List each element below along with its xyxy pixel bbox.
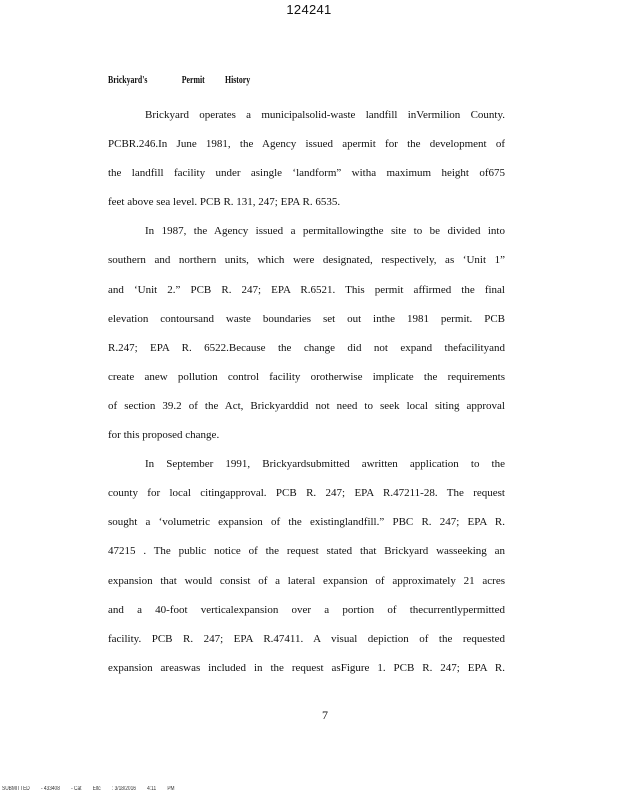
page-number: 7 — [322, 708, 328, 722]
text-line: R.247; EPA R. 6522.Because the change did not expand thefacilityand — [108, 341, 505, 354]
text-line: the landfill facility under asingle ‘landform” witha maximum height of675 — [108, 167, 505, 180]
text-line: and ‘Unit 2.” PCB R. 247; EPA R.6521. This permit affirmed the final — [108, 283, 505, 296]
text-line: PCBR.246.In June 1981, the Agency issued apermit for the development of — [108, 138, 505, 151]
footer-item: - 433408 — [40, 786, 60, 792]
text-line: sought a ‘volumetric expansion of the existinglandfill.” PBC R. 247; EPA R. — [108, 516, 505, 529]
footer-item: - Cat — [71, 786, 82, 792]
footer-item: SUBMITTED — [2, 786, 30, 792]
footer-item: 4:11 — [147, 786, 157, 792]
text-line: Brickyard operates a municipalsolid-waste landfill inVermilion County. — [145, 109, 505, 121]
text-line: and a 40-foot verticalexpansion over a portion of thecurrentlypermitted — [108, 603, 505, 616]
heading-word: Permit — [181, 75, 205, 86]
filing-footer — [2, 786, 186, 792]
body-text — [108, 101, 505, 683]
heading-word: History — [225, 75, 251, 86]
footer-item: Eltc — [92, 786, 101, 792]
text-line: 47215 . The public notice of the request stated that Brickyard wasseeking an — [108, 545, 505, 558]
text-line: In September 1991, Brickyardsubmitted awritten application to the — [145, 458, 505, 471]
text-line: of section 39.2 of the Act, Brickyarddid not need to seek local siting approval — [108, 399, 505, 412]
footer-item: PM — [167, 786, 175, 792]
section-heading — [108, 75, 250, 86]
text-line: feet above sea level. PCB R. 131, 247; EPA R. 6535. — [108, 196, 341, 209]
heading-word: Brickyard's — [108, 75, 148, 86]
footer-item: : 3/18/2016 — [111, 786, 136, 792]
text-line: county for local citingapproval. PCB R. 247; EPA R.47211-28. The request — [108, 487, 505, 500]
text-line: expansion that would consist of a lateral expansion of approximately 21 acres — [108, 574, 505, 587]
text-line: expansion areaswas included in the request asFigure 1. PCB R. 247; EPA R. — [108, 661, 505, 674]
text-line: facility. PCB R. 247; EPA R.47411. A visual depiction of the requested — [108, 632, 505, 645]
text-line: In 1987, the Agency issued a permitallowingthe site to be divided into — [145, 225, 505, 238]
text-line: create anew pollution control facility orotherwise implicate the requirements — [108, 370, 505, 383]
text-line: elevation contoursand waste boundaries set out inthe 1981 permit. PCB — [108, 312, 505, 325]
text-line: southern and northern units, which were designated, respectively, as ‘Unit 1” — [108, 254, 505, 267]
document-id: 124241 — [286, 2, 332, 17]
text-line: for this proposed change. — [108, 429, 220, 442]
